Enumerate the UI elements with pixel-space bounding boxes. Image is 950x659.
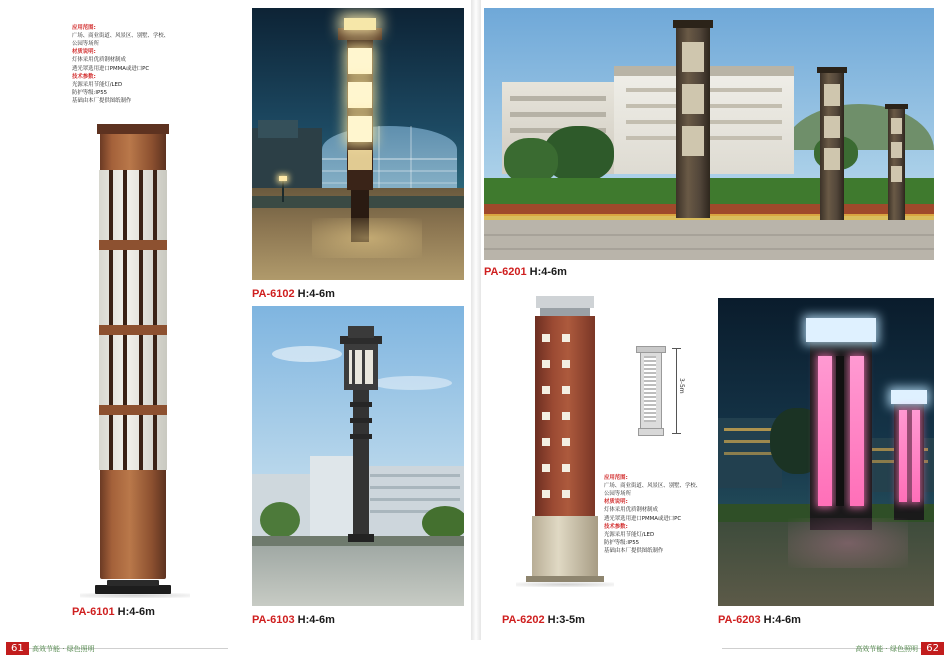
product-image-pa-6201 [484, 8, 934, 260]
caption-code: PA-6101 [72, 606, 115, 618]
spec-material-title: 材质说明: [604, 499, 628, 506]
spec-technical-line-1: 光源采用节能灯/LED [604, 531, 655, 538]
spec-technical-line-3: 基础由本厂提供图纸制作 [72, 97, 132, 104]
technical-drawing-pa-6202 [620, 340, 700, 460]
page-number-right: 62 [921, 642, 944, 655]
spec-technical-title: 技术参数: [604, 523, 628, 530]
spec-material-line-2: 透光罩选用进口PMMA或进口PC [72, 65, 150, 72]
spec-technical-title: 技术参数: [72, 73, 96, 80]
caption-pa-6103 [252, 614, 335, 626]
spec-technical-line-2: 防护等级:IP55 [72, 89, 108, 96]
spec-application-title: 应用范围: [72, 25, 96, 31]
spec-block-bottom [604, 474, 706, 555]
spec-technical-line-1: 光源采用节能灯/LED [72, 81, 123, 88]
spec-material-line-1: 灯体采用优质钢材制成 [72, 57, 126, 64]
product-image-pa-6203 [718, 298, 934, 606]
caption-height: H:4-6m [117, 606, 155, 618]
caption-height: H:4-6m [763, 614, 801, 626]
spec-application-text: 广场、商业街道、风景区、别墅、学校、公园等场所 [72, 33, 170, 48]
caption-pa-6101 [72, 606, 155, 618]
caption-code: PA-6102 [252, 288, 295, 300]
footer-text-right: 高效节能 · 绿色照明 [855, 645, 918, 653]
page-spine [471, 0, 481, 640]
footer-text-left: 高效节能 · 绿色照明 [32, 645, 95, 653]
caption-code: PA-6103 [252, 614, 295, 626]
caption-pa-6201 [484, 266, 567, 278]
spec-application-title: 应用范围: [604, 475, 628, 481]
spec-technical-line-2: 防护等级:IP55 [604, 539, 640, 546]
product-image-pa-6102 [252, 8, 464, 280]
spec-material-line-1: 灯体采用优质钢材制成 [604, 507, 658, 514]
caption-code: PA-6201 [484, 266, 527, 278]
caption-height: H:4-6m [297, 288, 335, 300]
caption-height: H:4-6m [297, 614, 335, 626]
product-image-pa-6103 [252, 306, 464, 606]
spec-application-text: 广场、商业街道、风景区、别墅、学校、公园等场所 [604, 483, 702, 498]
caption-pa-6203 [718, 614, 801, 626]
caption-code: PA-6202 [502, 614, 545, 626]
dimension-label: 3-5m [678, 378, 685, 394]
spec-block-top [72, 24, 172, 105]
spec-material-line-2: 透光罩选用进口PMMA或进口PC [604, 515, 682, 522]
caption-height: H:4-6m [529, 266, 567, 278]
spec-technical-line-3: 基础由本厂提供图纸制作 [604, 547, 664, 554]
product-image-pa-6101 [40, 120, 225, 600]
spec-material-title: 材质说明: [72, 49, 96, 56]
caption-height: H:3-5m [547, 614, 585, 626]
page-number-left: 61 [6, 642, 29, 655]
caption-pa-6202 [502, 614, 585, 626]
caption-pa-6102 [252, 288, 335, 300]
caption-code: PA-6203 [718, 614, 761, 626]
